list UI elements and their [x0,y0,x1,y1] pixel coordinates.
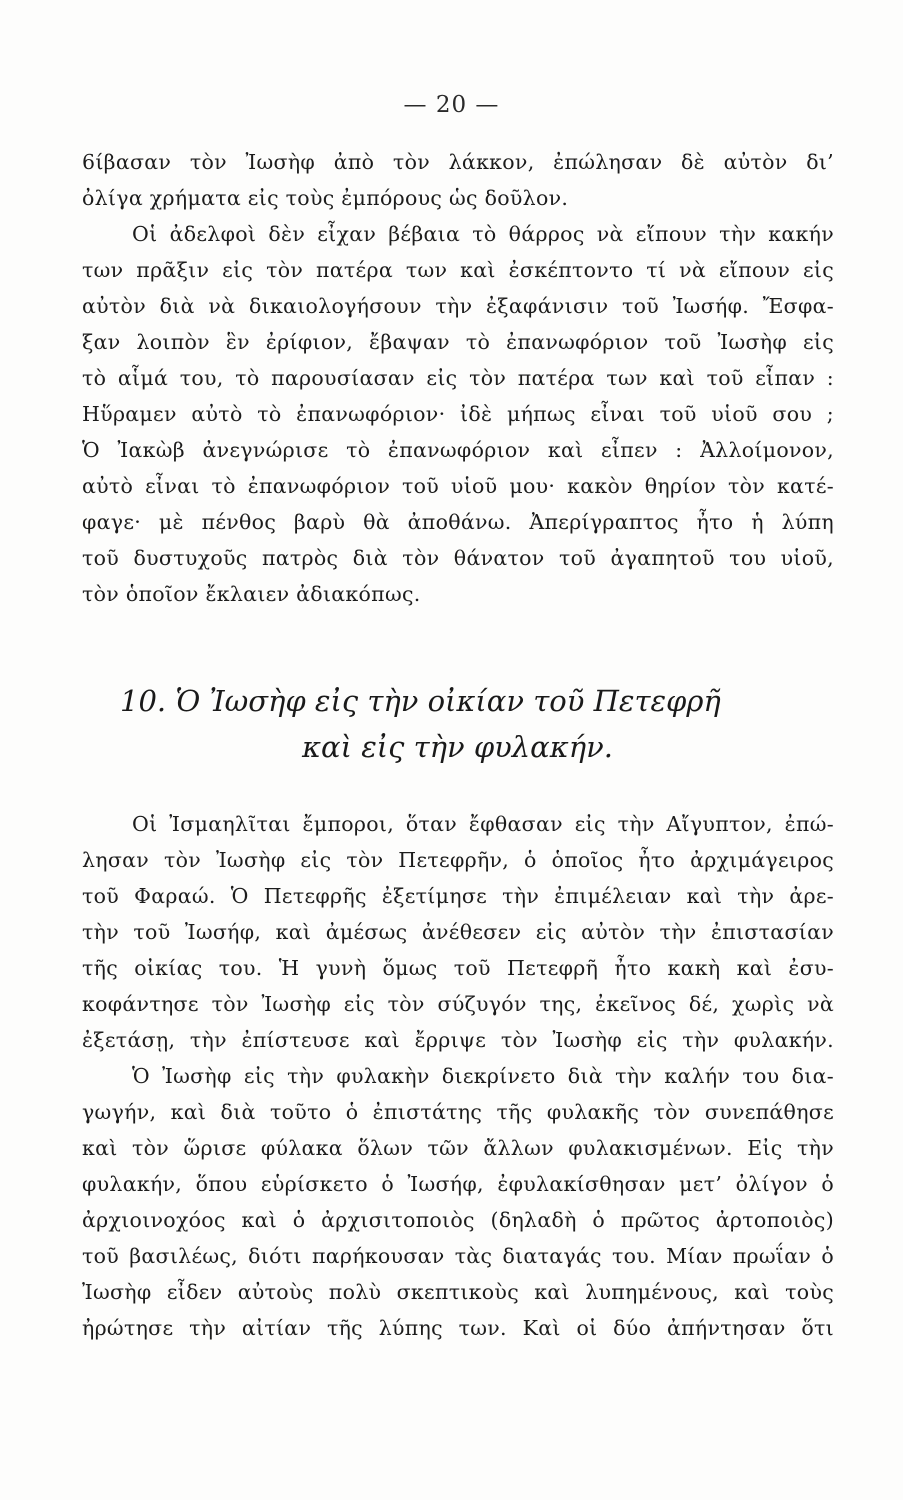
text-line: τὸν ὁποῖον ἔκλαιεν ἀδιακόπως. [82,582,421,606]
text-block-bottom [82,806,834,1346]
text-line: τῆς οἰκίας του. Ἡ γυνὴ ὅμως τοῦ Πετεφρῆ ἦτο κακὴ καὶ ἐσυ- [82,956,834,980]
text-line: αὐτὸν διὰ νὰ δικαιολογήσουν τὴν ἐξαφάνισιν τοῦ Ἰωσήφ. Ἔσφα- [82,294,834,318]
text-line: Ὁ Ἰακὼβ ἀνεγνώρισε τὸ ἐπανωφόριον καὶ εἶπεν : Ἀλλοίμονον, [82,438,834,462]
chapter-heading-line-1: 10. Ὁ Ἰωσὴφ εἰς τὴν οἰκίαν τοῦ Πετεφρῆ [120,684,721,718]
text-line: Οἱ ἀδελφοὶ δὲν εἶχαν βέβαια τὸ θάρρος νὰ εἴπουν τὴν κακήν [132,222,834,246]
text-line: φαγε· μὲ πένθος βαρὺ θὰ ἀποθάνω. Ἀπερίγραπτος ἦτο ἡ λύπη [82,510,834,534]
text-line: Οἱ Ἰσμαηλῖται ἔμποροι, ὅταν ἔφθασαν εἰς τὴν Αἴγυπτον, ἐπώ- [132,812,834,836]
text-line: 6ίβασαν τὸν Ἰωσὴφ ἀπὸ τὸν λάκκον, ἐπώλησαν δὲ αὐτὸν δι’ [82,150,834,174]
text-line: κοφάντησε τὸν Ἰωσὴφ εἰς τὸν σύζυγόν της, ἐκεῖνος δέ, χωρὶς νὰ [82,992,834,1016]
text-line: των πρᾶξιν εἰς τὸν πατέρα των καὶ ἐσκέπτοντο τί νὰ εἴπουν εἰς [82,258,834,282]
text-line: λησαν τὸν Ἰωσὴφ εἰς τὸν Πετεφρῆν, ὁ ὁποῖος ἦτο ἀρχιμάγειρος [82,848,834,872]
text-line: Ἰωσὴφ εἶδεν αὐτοὺς πολὺ σκεπτικοὺς καὶ λυπημένους, καὶ τοὺς [82,1280,834,1304]
chapter-heading [82,678,834,770]
text-line: ἐξετάσῃ, τὴν ἐπίστευσε καὶ ἔρριψε τὸν Ἰωσὴφ εἰς τὴν φυλακήν. [82,1028,834,1052]
text-block-top [82,144,834,612]
text-line: γωγήν, καὶ διὰ τοῦτο ὁ ἐπιστάτης τῆς φυλακῆς τὸν συνεπάθησε [82,1100,834,1124]
text-line: ξαν λοιπὸν ἓν ἐρίφιον, ἔβαψαν τὸ ἐπανωφόριον τοῦ Ἰωσὴφ εἰς [82,330,834,354]
text-line: αὐτὸ εἶναι τὸ ἐπανωφόριον τοῦ υἱοῦ μου· κακὸν θηρίον τὸν κατέ- [82,474,834,498]
text-line: τὸ αἷμά του, τὸ παρουσίασαν εἰς τὸν πατέρα των καὶ τοῦ εἶπαν : [82,366,834,390]
text-line: φυλακήν, ὅπου εὑρίσκετο ὁ Ἰωσήφ, ἐφυλακίσθησαν μετ’ ὀλίγον ὁ [82,1172,834,1196]
text-line: τοῦ βασιλέως, διότι παρήκουσαν τὰς διαταγάς του. Μίαν πρωΐαν ὁ [82,1244,834,1268]
text-line: ὀλίγα χρήματα εἰς τοὺς ἐμπόρους ὡς δοῦλον. [82,186,569,210]
chapter-heading-line-2: καὶ εἰς τὴν φυλακήν. [302,730,613,764]
page-number: — 20 — [403,92,500,118]
text-line: ἠρώτησε τὴν αἰτίαν τῆς λύπης των. Καὶ οἱ δύο ἀπήντησαν ὅτι [82,1316,834,1340]
text-line: Ηὕραμεν αὐτὸ τὸ ἐπανωφόριον· ἰδὲ μήπως εἶναι τοῦ υἱοῦ σου ; [82,402,834,426]
text-line: τὴν τοῦ Ἰωσήφ, καὶ ἀμέσως ἀνέθεσεν εἰς αὐτὸν τὴν ἐπιστασίαν [82,920,834,944]
text-line: τοῦ δυστυχοῦς πατρὸς διὰ τὸν θάνατον τοῦ ἀγαπητοῦ του υἱοῦ, [82,546,834,570]
text-line: καὶ τὸν ὥρισε φύλακα ὅλων τῶν ἄλλων φυλακισμένων. Εἰς τὴν [82,1136,834,1160]
text-line: ἀρχιοινοχόος καὶ ὁ ἀρχισιτοποιὸς (δηλαδὴ ὁ πρῶτος ἀρτοποιὸς) [82,1208,834,1232]
text-line: τοῦ Φαραώ. Ὁ Πετεφρῆς ἐξετίμησε τὴν ἐπιμέλειαν καὶ τὴν ἀρε- [82,884,834,908]
text-line: Ὁ Ἰωσὴφ εἰς τὴν φυλακὴν διεκρίνετο διὰ τὴν καλήν του δια- [132,1064,834,1088]
